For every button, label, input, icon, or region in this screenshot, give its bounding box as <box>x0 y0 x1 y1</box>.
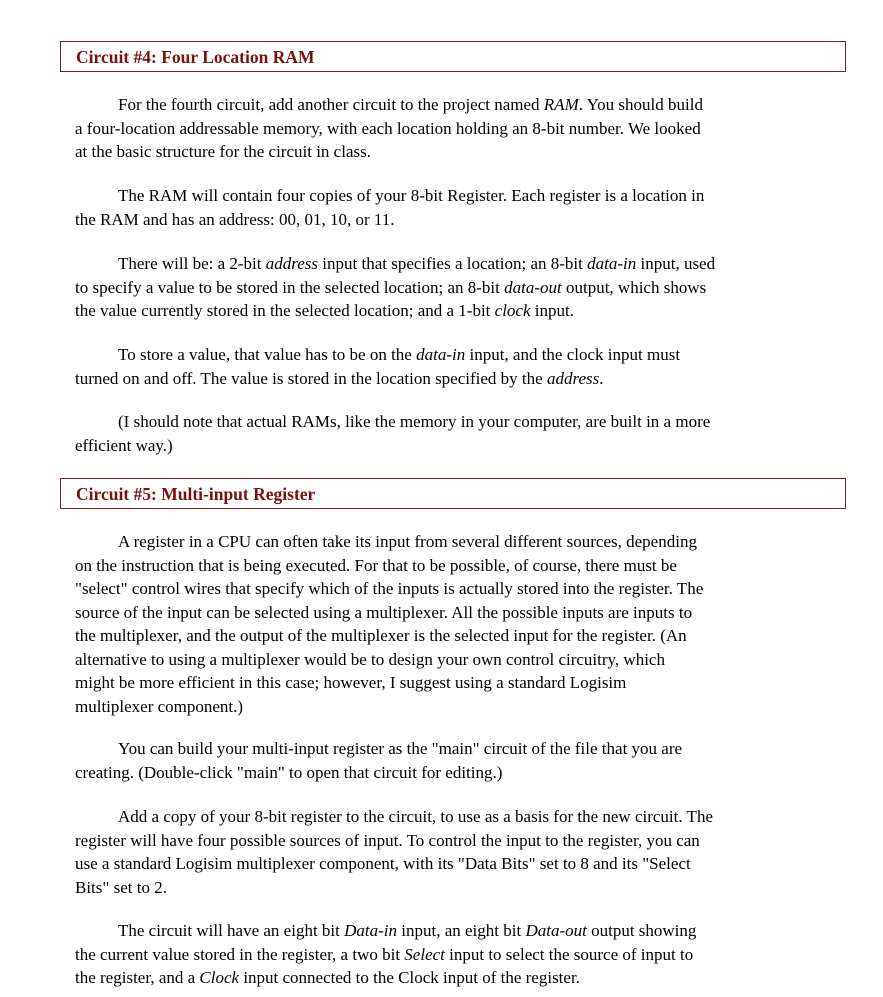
section-header-circuit4 <box>60 41 846 72</box>
text-line: alternative to using a multiplexer would be to design your own control circuitry, which <box>75 649 665 669</box>
text-line: turned on and off. The value is stored in the location specified by the address. <box>75 368 604 388</box>
text-line: You can build your multi-input register as the "main" circuit of the file that you are <box>118 739 683 758</box>
section-title: Circuit #4: Four Location RAM <box>76 47 315 67</box>
text-line: register will have four possible sources of input. To control the input to the register, you can <box>75 830 700 850</box>
paragraph <box>75 530 835 718</box>
paragraph <box>75 343 835 390</box>
paragraph <box>75 252 835 323</box>
text-line: might be more efficient in this case; however, I suggest using a standard Logisim <box>75 673 627 692</box>
text-line: the RAM and has an address: 00, 01, 10, or 11. <box>75 209 395 229</box>
section-header-circuit5 <box>60 478 846 509</box>
paragraph <box>75 737 835 784</box>
text-line: the register, and a Clock input connected to the Clock input of the register. <box>75 968 580 987</box>
text-line: source of the input can be selected using a multiplexer. All the possible inputs are inputs to <box>75 602 693 622</box>
paragraph <box>75 184 835 231</box>
paragraph <box>75 919 835 990</box>
text-line: For the fourth circuit, add another circuit to the project named RAM. You should build <box>118 95 703 114</box>
text-line: "select" control wires that specify which of the inputs is actually stored into the register. The <box>75 579 704 598</box>
section-title: Circuit #5: Multi-input Register <box>76 484 316 504</box>
text-line: Bits" set to 2. <box>75 877 167 897</box>
text-line: a four-location addressable memory, with each location holding an 8-bit number. We looked <box>75 118 701 138</box>
text-line: use a standard Logisim multiplexer component, with its "Data Bits" set to 8 and its "Select <box>75 854 691 873</box>
text-line: (I should note that actual RAMs, like the memory in your computer, are built in a more <box>118 412 711 431</box>
paragraph <box>75 805 835 899</box>
paragraph <box>75 93 835 164</box>
text-line: The circuit will have an eight bit Data-in input, an eight bit Data-out output showing <box>118 921 697 940</box>
text-line: The RAM will contain four copies of your 8-bit Register. Each register is a location in <box>118 186 705 205</box>
text-line: at the basic structure for the circuit in class. <box>75 142 371 161</box>
text-line: the multiplexer, and the output of the multiplexer is the selected input for the register. (An <box>75 626 687 645</box>
text-line: the value currently stored in the selected location; and a 1-bit clock input. <box>75 301 574 320</box>
paragraph <box>75 410 835 457</box>
text-line: to specify a value to be stored in the selected location; an 8-bit data-out output, which shows <box>75 277 707 297</box>
text-line: To store a value, that value has to be on the data-in input, and the clock input must <box>118 345 681 364</box>
text-line: the current value stored in the register, a two bit Select input to select the source of input to <box>75 944 694 964</box>
text-line: multiplexer component.) <box>75 696 244 716</box>
text-line: on the instruction that is being executed. For that to be possible, of course, there must be <box>75 555 677 575</box>
text-line: There will be: a 2-bit address input that specifies a location; an 8-bit data-in input, used <box>118 254 716 273</box>
text-line: Add a copy of your 8-bit register to the circuit, to use as a basis for the new circuit. The <box>118 807 713 826</box>
text-line: A register in a CPU can often take its input from several different sources, depending <box>118 532 697 551</box>
text-line: creating. (Double-click "main" to open that circuit for editing.) <box>75 762 503 782</box>
text-line: efficient way.) <box>75 435 173 455</box>
